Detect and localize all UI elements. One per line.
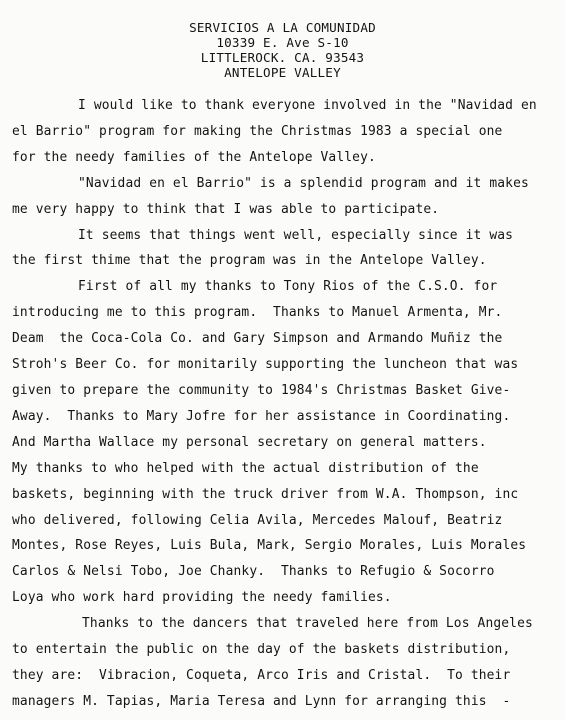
- body-line: Away. Thanks to Mary Jofre for her assistance in Coordinating.: [12, 408, 511, 424]
- body-line: "Navidad en el Barrio" is a splendid program and it makes: [78, 175, 529, 191]
- letterhead: [0, 20, 565, 80]
- body-line: to entertain the public on the day of the baskets distribution,: [12, 642, 511, 658]
- city-state-zip: LITTLEROCK. CA. 93543: [200, 50, 365, 65]
- body-line: I would like to thank everyone involved in the "Navidad en: [78, 98, 537, 113]
- body-line: me very happy to think that I was able to participate.: [12, 201, 440, 217]
- organization-name: SERVICIOS A LA COMUNIDAD: [189, 20, 376, 35]
- body-line: baskets, beginning with the truck driver from W.A. Thompson, inc: [12, 486, 519, 502]
- street-address: 10339 E. Ave S-10: [216, 35, 349, 50]
- body-line: managers M. Tapias, Maria Teresa and Lynn for arranging this -: [12, 693, 511, 709]
- body-line: First of all my thanks to Tony Rios of the C.S.O. for: [78, 279, 498, 295]
- body-line: Carlos & Nelsi Tobo, Joe Chanky. Thanks to Refugio & Socorro: [12, 564, 495, 580]
- body-line: Deam the Coca-Cola Co. and Gary Simpson and Armando Muñiz the: [12, 331, 503, 347]
- body-line: Montes, Rose Reyes, Luis Bula, Mark, Sergio Morales, Luis Morales: [12, 538, 527, 554]
- letter-body: [12, 93, 557, 715]
- body-line: My thanks to who helped with the actual distribution of the: [12, 460, 479, 476]
- body-line: el Barrio" program for making the Christmas 1983 a special one: [12, 123, 503, 139]
- body-line: Thanks to the dancers that traveled here from Los Angeles: [82, 616, 533, 632]
- body-line: for the needy families of the Antelope Valley.: [12, 149, 376, 165]
- body-line: given to prepare the community to 1984's Christmas Basket Give-: [12, 382, 511, 398]
- body-line: introducing me to this program. Thanks to Manuel Armenta, Mr.: [12, 305, 503, 321]
- body-line: the first thime that the program was in the Antelope Valley.: [12, 253, 487, 269]
- body-line: And Martha Wallace my personal secretary on general matters.: [12, 434, 487, 450]
- body-line: Stroh's Beer Co. for monitarily supporting the luncheon that was: [12, 357, 519, 373]
- body-line: It seems that things went well, especially since it was: [78, 227, 514, 243]
- region-name: ANTELOPE VALLEY: [224, 65, 341, 80]
- body-line: Loya who work hard providing the needy families.: [12, 590, 392, 606]
- body-line: who delivered, following Celia Avila, Mercedes Malouf, Beatriz: [12, 512, 503, 528]
- body-line: they are: Vibracion, Coqueta, Arco Iris and Cristal. To their: [12, 667, 511, 683]
